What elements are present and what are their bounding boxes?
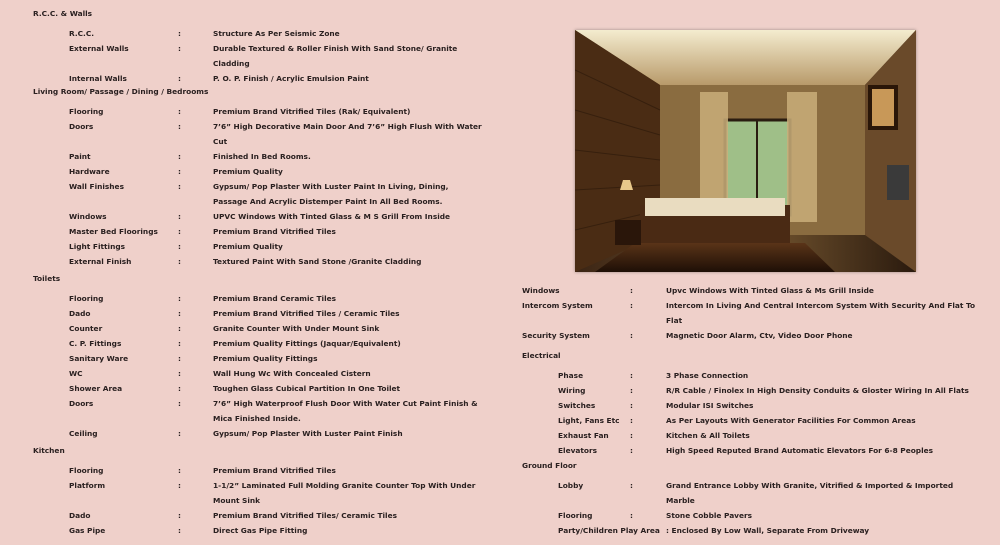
spec-label: Doors	[69, 399, 94, 408]
spec-value: 1-1/2” Laminated Full Molding Granite Counter Top With Under	[213, 481, 476, 490]
colon-separator: :	[630, 446, 633, 455]
colon-separator: :	[178, 429, 181, 438]
spec-label: Dado	[69, 309, 91, 318]
spec-value: Textured Paint With Sand Stone /Granite Cladding	[213, 257, 422, 266]
spec-value: Upvc Windows With Tinted Glass & Ms Grill Inside	[666, 286, 874, 295]
spec-label: Flooring	[69, 107, 104, 116]
spec-value: Premium Brand Ceramic Tiles	[213, 294, 337, 303]
spec-label: C. P. Fittings	[69, 339, 122, 348]
colon-separator: :	[630, 371, 633, 380]
spec-value: : Enclosed By Low Wall, Separate From Driveway	[666, 526, 870, 535]
spec-value: Gypsum/ Pop Plaster With Luster Paint In Living, Dining,	[213, 182, 449, 191]
spec-value: Mount Sink	[213, 496, 261, 505]
spec-value: Premium Brand Vitrified Tiles (Rak/ Equivalent)	[213, 107, 411, 116]
spec-value: R/R Cable / Finolex In High Density Conduits & Gloster Wiring In All Flats	[666, 386, 969, 395]
spec-value: Premium Quality Fittings	[213, 354, 318, 363]
spec-value: 3 Phase Connection	[666, 371, 749, 380]
spec-value: High Speed Reputed Brand Automatic Elevators For 6-8 Peoples	[666, 446, 934, 455]
colon-separator: :	[630, 386, 633, 395]
section-heading: Living Room/ Passage / Dining / Bedrooms	[33, 87, 209, 96]
colon-separator: :	[178, 384, 181, 393]
colon-separator: :	[178, 324, 181, 333]
spec-value: Modular ISI Switches	[666, 401, 754, 410]
spec-label: Sanitary Ware	[69, 354, 129, 363]
spec-label: Lobby	[558, 481, 584, 490]
spec-label: External Finish	[69, 257, 132, 266]
spec-label: WC	[69, 369, 83, 378]
spec-label: Flooring	[558, 511, 593, 520]
spec-value: Toughen Glass Cubical Partition In One Toilet	[213, 384, 401, 393]
section-heading: Kitchen	[33, 446, 65, 455]
spec-label: Windows	[522, 286, 560, 295]
spec-label: Security System	[522, 331, 590, 340]
colon-separator: :	[178, 511, 181, 520]
spec-value: Stone Cobble Pavers	[666, 511, 753, 520]
spec-label: Doors	[69, 122, 94, 131]
spec-value: 7’6” High Decorative Main Door And 7’6” High Flush With Water	[213, 122, 482, 131]
spec-value: Marble	[666, 496, 695, 505]
spec-label: Dado	[69, 511, 91, 520]
spec-label: Light, Fans Etc	[558, 416, 620, 425]
spec-label: Ceiling	[69, 429, 98, 438]
colon-separator: :	[630, 286, 633, 295]
spec-value: Structure As Per Seismic Zone	[213, 29, 340, 38]
colon-separator: :	[178, 399, 181, 408]
spec-label: Flooring	[69, 466, 104, 475]
spec-value: Premium Quality	[213, 242, 283, 251]
colon-separator: :	[178, 309, 181, 318]
bedroom-illustration	[575, 30, 916, 272]
spec-value: Kitchen & All Toilets	[666, 431, 750, 440]
colon-separator: :	[178, 227, 181, 236]
spec-value: Direct Gas Pipe Fitting	[213, 526, 308, 535]
spec-value: Premium Brand Vitrified Tiles/ Ceramic Tiles	[213, 511, 397, 520]
spec-value: Intercom In Living And Central Intercom System With Security And Flat To	[666, 301, 976, 310]
spec-label: Elevators	[558, 446, 598, 455]
spec-label: Shower Area	[69, 384, 123, 393]
colon-separator: :	[178, 294, 181, 303]
spec-value: Grand Entrance Lobby With Granite, Vitrified & Imported & Imported	[666, 481, 954, 490]
spec-value: Durable Textured & Roller Finish With Sand Stone/ Granite	[213, 44, 458, 53]
colon-separator: :	[178, 107, 181, 116]
colon-separator: :	[630, 416, 633, 425]
spec-value: Mica Finished Inside.	[213, 414, 301, 423]
section-heading: Electrical	[522, 351, 561, 360]
bedroom-photo	[575, 30, 916, 272]
colon-separator: :	[178, 526, 181, 535]
section-heading: Toilets	[33, 274, 61, 283]
colon-separator: :	[630, 401, 633, 410]
spec-label: Gas Pipe	[69, 526, 106, 535]
spec-label: Party/Children Play Area	[558, 526, 660, 535]
spec-value: Finished In Bed Rooms.	[213, 152, 311, 161]
colon-separator: :	[178, 122, 181, 131]
section-heading: Ground Floor	[522, 461, 577, 470]
spec-label: Hardware	[69, 167, 110, 176]
colon-separator: :	[178, 74, 181, 83]
colon-separator: :	[630, 431, 633, 440]
spec-value: UPVC Windows With Tinted Glass & M S Grill From Inside	[213, 212, 451, 221]
colon-separator: :	[630, 301, 633, 310]
spec-value: Premium Brand Vitrified Tiles / Ceramic Tiles	[213, 309, 400, 318]
spec-label: Counter	[69, 324, 103, 333]
colon-separator: :	[630, 481, 633, 490]
spec-value: Gypsum/ Pop Plaster With Luster Paint Finish	[213, 429, 403, 438]
colon-separator: :	[178, 354, 181, 363]
spec-value: As Per Layouts With Generator Facilities For Common Areas	[666, 416, 916, 425]
spec-value: Cut	[213, 137, 228, 146]
spec-value: Wall Hung Wc With Concealed Cistern	[213, 369, 371, 378]
colon-separator: :	[630, 331, 633, 340]
colon-separator: :	[178, 29, 181, 38]
spec-label: Intercom System	[522, 301, 593, 310]
spec-value: Passage And Acrylic Distemper Paint In All Bed Rooms.	[213, 197, 443, 206]
spec-label: Windows	[69, 212, 107, 221]
colon-separator: :	[178, 481, 181, 490]
spec-label: Platform	[69, 481, 106, 490]
spec-value: Premium Quality Fittings (Jaquar/Equivalent)	[213, 339, 401, 348]
spec-label: Master Bed Floorings	[69, 227, 158, 236]
colon-separator: :	[178, 152, 181, 161]
spec-label: Flooring	[69, 294, 104, 303]
spec-label: R.C.C.	[69, 29, 95, 38]
spec-value: P. O. P. Finish / Acrylic Emulsion Paint	[213, 74, 369, 83]
spec-label: Phase	[558, 371, 584, 380]
spec-value: 7’6” High Waterproof Flush Door With Water Cut Paint Finish &	[213, 399, 478, 408]
spec-label: Wiring	[558, 386, 586, 395]
spec-value: Magnetic Door Alarm, Ctv, Video Door Phone	[666, 331, 853, 340]
colon-separator: :	[630, 511, 633, 520]
section-heading: R.C.C. & Walls	[33, 9, 93, 18]
colon-separator: :	[178, 466, 181, 475]
spec-label: Exhaust Fan	[558, 431, 609, 440]
spec-value: Flat	[666, 316, 683, 325]
spec-label: Internal Walls	[69, 74, 127, 83]
spec-label: Paint	[69, 152, 91, 161]
spec-label: Wall Finishes	[69, 182, 124, 191]
colon-separator: :	[178, 212, 181, 221]
colon-separator: :	[178, 242, 181, 251]
colon-separator: :	[178, 167, 181, 176]
colon-separator: :	[178, 182, 181, 191]
spec-label: Light Fittings	[69, 242, 126, 251]
spec-value: Premium Brand Vitrified Tiles	[213, 227, 336, 236]
spec-value: Granite Counter With Under Mount Sink	[213, 324, 380, 333]
spec-label: Switches	[558, 401, 596, 410]
colon-separator: :	[178, 369, 181, 378]
spec-value: Premium Quality	[213, 167, 283, 176]
colon-separator: :	[178, 339, 181, 348]
spec-value: Cladding	[213, 59, 250, 68]
spec-value: Premium Brand Vitrified Tiles	[213, 466, 336, 475]
spec-label: External Walls	[69, 44, 129, 53]
colon-separator: :	[178, 257, 181, 266]
colon-separator: :	[178, 44, 181, 53]
